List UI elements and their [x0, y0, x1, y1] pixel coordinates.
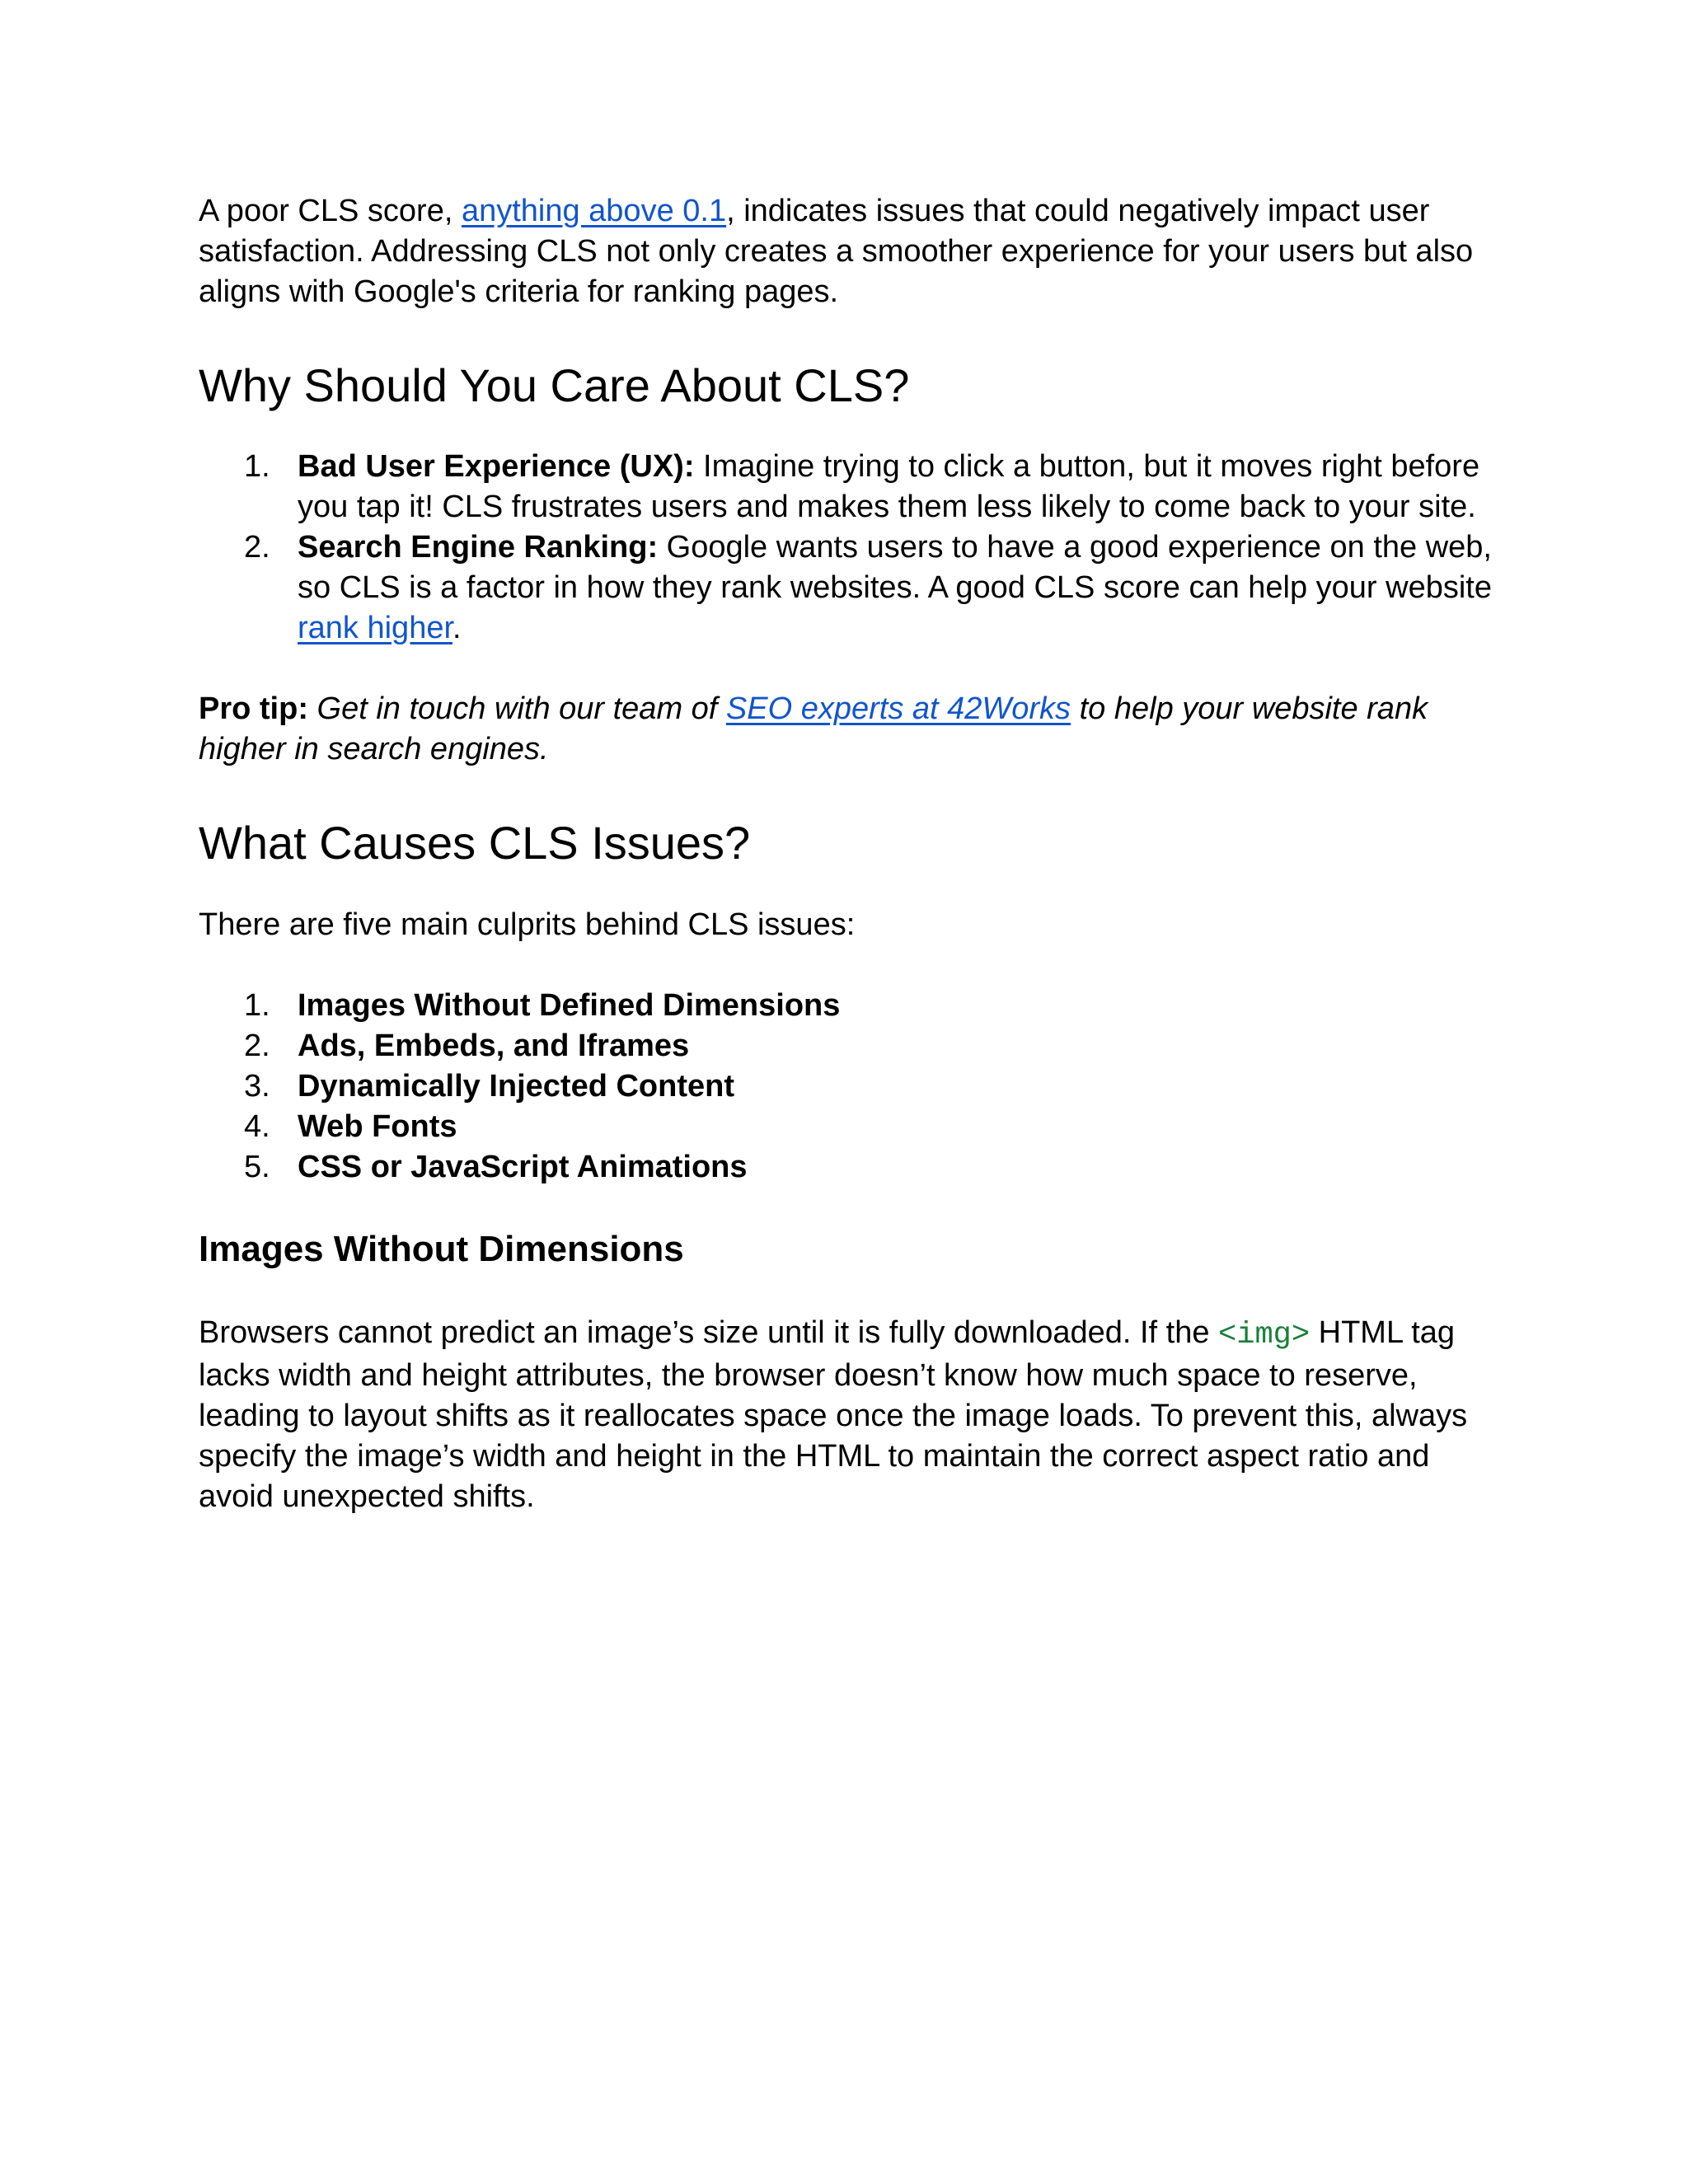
list-item: [199, 1026, 1501, 1066]
list-item-title: Ads, Embeds, and Iframes: [298, 1029, 690, 1063]
list-item-text: Google wants users to have a good experience on the web, so CLS is a factor in how they rank websites. A good CLS score can help your website: [298, 530, 1492, 605]
pro-tip-label: Pro tip:: [199, 691, 308, 726]
anything-above-link[interactable]: anything above 0.1: [461, 194, 727, 228]
list-number: 3.: [244, 1069, 270, 1104]
images-without-dimensions-heading: Images Without Dimensions: [199, 1229, 684, 1269]
pro-tip-text-end: to help your website rank higher in search engines.: [199, 691, 1428, 766]
list-item-text: Imagine trying to click a button, but it moves right before you tap it! CLS frustrates users and makes them less likely to come back to your site.: [298, 449, 1480, 524]
list-item-title: CSS or JavaScript Animations: [298, 1150, 748, 1184]
rank-higher-link[interactable]: rank higher: [298, 611, 453, 645]
list-item: [199, 986, 1501, 1026]
list-item-text-end: .: [452, 611, 462, 645]
list-item: [199, 1147, 1501, 1188]
list-number: 1.: [244, 449, 270, 484]
img-tag-code: <img>: [1218, 1318, 1311, 1352]
images-paragraph: [199, 1313, 1501, 1517]
list-number: 1.: [244, 988, 270, 1023]
images-text-end: HTML tag lacks width and height attributes, the browser doesn’t know how much space to reserve, leading to layout shifts as it reallocates space once the image loads. To prevent this, always specify the image’s width and height in the HTML to maintain the correct aspect ratio and avoid unexpected shifts.: [199, 1315, 1468, 1514]
culprits-intro: There are five main culprits behind CLS issues:: [199, 907, 856, 942]
why-care-list: [199, 447, 1501, 649]
list-item: [199, 1066, 1501, 1107]
list-item-title: Dynamically Injected Content: [298, 1069, 735, 1104]
intro-text-end: , indicates issues that could negatively impact user satisfaction. Addressing CLS not only creates a smoother experience for your users but also aligns with Google's criteria for ranking pages.: [199, 194, 1474, 309]
document-page: [199, 191, 1501, 1517]
why-care-heading: Why Should You Care About CLS?: [199, 359, 910, 411]
list-item: [199, 527, 1501, 649]
images-text-start: Browsers cannot predict an image’s size until it is fully downloaded. If the: [199, 1315, 1219, 1350]
list-item-title: Bad User Experience (UX):: [298, 449, 695, 484]
list-item: [199, 447, 1501, 527]
pro-tip-text-start: Get in touch with our team of: [307, 691, 726, 726]
list-number: 2.: [244, 1029, 270, 1063]
intro-paragraph: [199, 191, 1501, 312]
seo-experts-link[interactable]: SEO experts at 42Works: [725, 691, 1071, 726]
pro-tip-paragraph: [199, 689, 1501, 770]
list-number: 4.: [244, 1109, 270, 1144]
list-item-title: Web Fonts: [298, 1109, 457, 1144]
culprits-list: [199, 986, 1501, 1188]
list-item: [199, 1107, 1501, 1147]
list-item-title: Search Engine Ranking:: [298, 530, 659, 565]
what-causes-heading: What Causes CLS Issues?: [199, 817, 751, 869]
list-item-title: Images Without Defined Dimensions: [298, 988, 841, 1023]
list-number: 5.: [244, 1150, 270, 1184]
intro-text-start: A poor CLS score,: [199, 194, 462, 228]
list-number: 2.: [244, 530, 270, 565]
